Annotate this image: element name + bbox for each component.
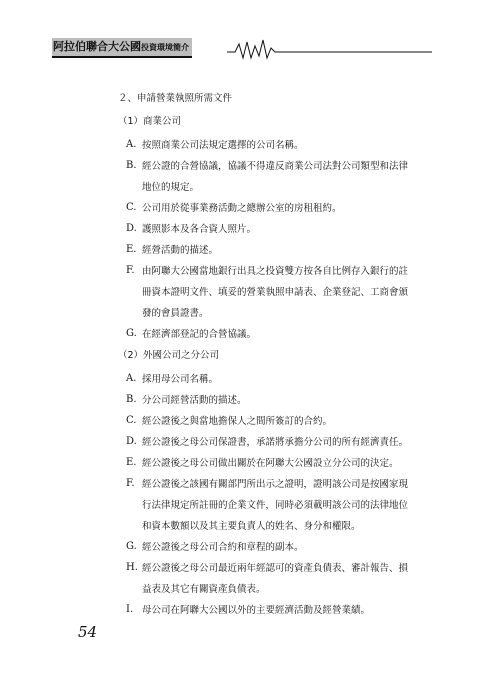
- item-text-line: 經公證後之與當地擔保人之間所簽訂的合約。: [142, 416, 333, 427]
- item-text-line: 經公證後之母公司最近兩年經認可的資產負債表、審計報告、損: [142, 563, 409, 574]
- item-letter: D.: [126, 223, 137, 234]
- section-title: ２、申請營業執照所需文件: [118, 93, 233, 104]
- subsection-title: （1）商業公司: [118, 116, 182, 127]
- item-text-line: 分公司經營活動的描述。: [142, 395, 247, 406]
- item-text-line: 地位的規定。: [142, 182, 200, 193]
- header-title-main: 阿拉伯聯合大公國: [53, 40, 141, 53]
- item-text-line: 和資本數額以及其主要負責人的姓名、身分和權限。: [142, 521, 361, 532]
- item-text-line: 在經濟部登記的合營協議。: [142, 329, 257, 340]
- item-letter: C.: [126, 202, 137, 213]
- item-letter: I.: [126, 604, 134, 615]
- heartbeat-line-graphic: [227, 38, 432, 60]
- item-letter: B.: [126, 160, 137, 171]
- item-text-line: 經營活動的描述。: [142, 245, 219, 256]
- item-text-line: 冊資本證明文件、填妥的營業執照申請表、企業登記、工商會頒: [142, 287, 409, 298]
- item-letter: A.: [126, 373, 137, 384]
- item-letter: C.: [126, 415, 137, 426]
- item-text-line: 護照影本及各合資人照片。: [142, 224, 257, 235]
- header-title: [52, 38, 192, 58]
- header-title-sub: 投資環境簡介: [141, 43, 189, 52]
- item-letter: G.: [126, 541, 137, 552]
- item-letter: D.: [126, 436, 137, 447]
- item-letter: E.: [126, 457, 137, 468]
- running-header: [52, 38, 432, 60]
- item-letter: E.: [126, 244, 137, 255]
- item-letter: F.: [126, 265, 135, 276]
- subsection-title: （2）外國公司之分公司: [118, 350, 220, 361]
- item-text-line: 按照商業公司法規定選擇的公司名稱。: [142, 140, 304, 151]
- item-text-line: 經公證後之母公司保證書，承諾將承擔分公司的所有經濟責任。: [142, 437, 409, 448]
- item-text-line: 採用母公司名稱。: [142, 374, 219, 385]
- item-text-line: 公司用於從事業務活動之總辦公室的房租租約。: [142, 203, 342, 214]
- item-letter: F.: [126, 478, 135, 489]
- item-letter: G.: [126, 328, 137, 339]
- item-letter: H.: [126, 562, 138, 573]
- item-letter: B.: [126, 394, 137, 405]
- item-text-line: 益表及其它有關資產負債表。: [142, 584, 266, 595]
- item-text-line: 發的會員證書。: [142, 308, 209, 319]
- item-text-line: 行法律規定所註冊的企業文件，同時必須載明該公司的法律地位: [142, 500, 409, 511]
- item-text-line: 經公證後之該國有關部門所出示之證明，證明該公司是按國家現: [142, 479, 409, 490]
- item-text-line: 經公證的合營協議，協議不得違反商業公司法對公司類型和法律: [142, 161, 409, 172]
- item-text-line: 由阿聯大公國當地銀行出具之投資雙方按各自比例存入銀行的註: [142, 266, 409, 277]
- item-text-line: 母公司在阿聯大公國以外的主要經濟活動及經營業績。: [142, 605, 371, 616]
- item-text-line: 經公證後之母公司合約和章程的副本。: [142, 542, 304, 553]
- item-letter: A.: [126, 139, 137, 150]
- page-number: 54: [78, 623, 98, 641]
- item-text-line: 經公證後之母公司做出關於在阿聯大公國設立分公司的決定。: [142, 458, 399, 469]
